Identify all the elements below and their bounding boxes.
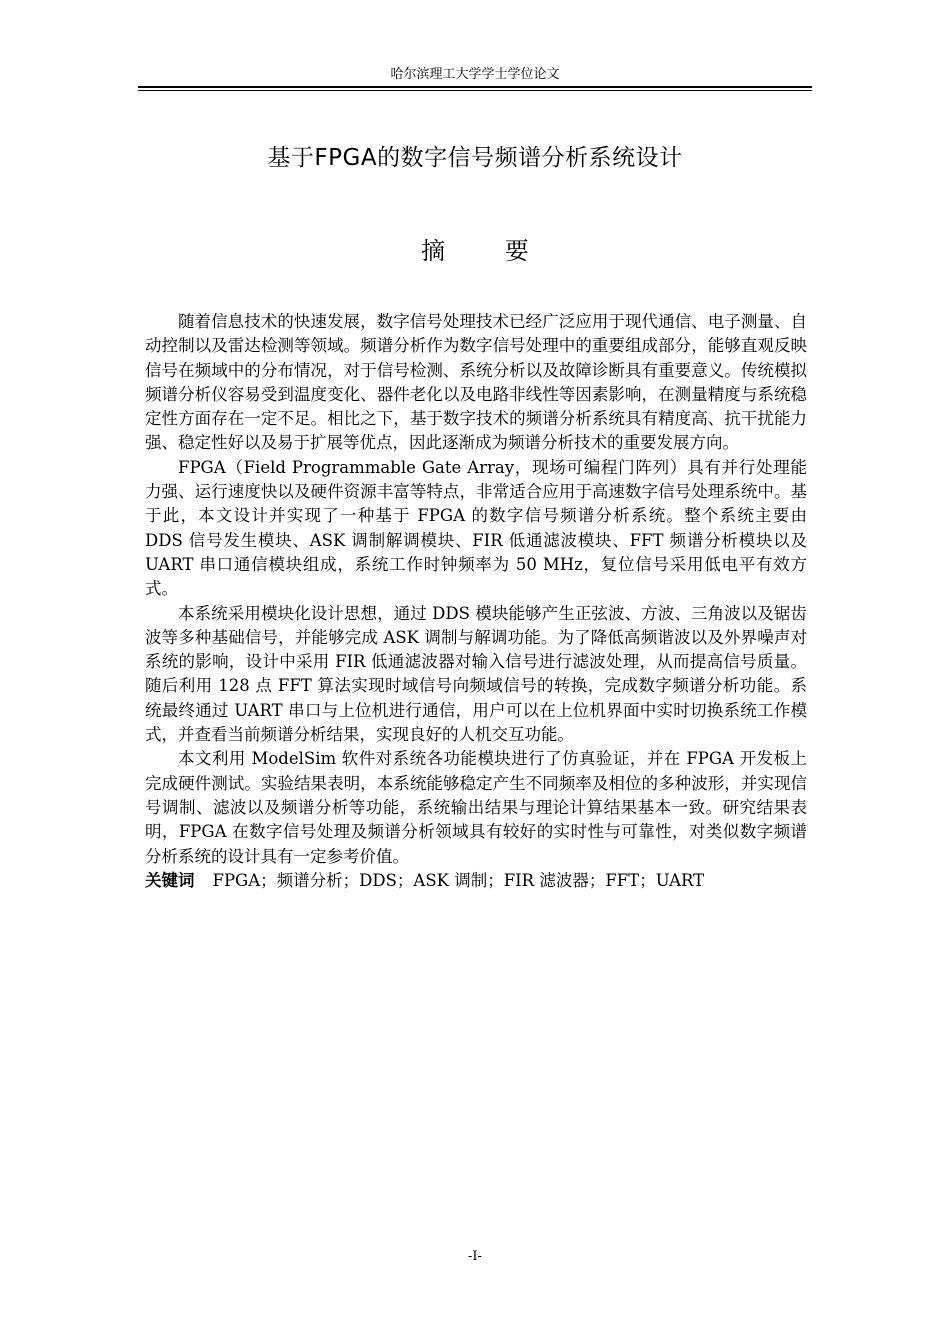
abstract-paragraph-2: FPGA（Field Programmable Gate Array，现场可编程门阵列）具有并行处理能力强、运行速度快以及硬件资源丰富等特点，非常适合应用于高速数字信号处理系统中。基于此，本文设计并实现了一种基于 FPGA 的数字信号频谱分析系统。整个系统主要由 DDS 信号发生模块、ASK 调制解调模块、FIR 低通滤波模块、FFT 频谱分析模块以及 UART 串口通信模块组成，系统工作时钟频率为 50 MHz，复位信号采用低电平有效方式。 (145, 457, 807, 599)
thesis-title: 基于FPGA的数字信号频谱分析系统设计 (267, 145, 683, 171)
abstract-paragraph-4: 本文利用 ModelSim 软件对系统各功能模块进行了仿真验证，并在 FPGA 开发板上完成硬件测试。实验结果表明，本系统能够稳定产生不同频率及相位的多种波形，并实现信号调制、滤波以及频谱分析等功能，系统输出结果与理论计算结果基本一致。研究结果表明，FPGA 在数字信号处理及频谱分析领域具有较好的实时性与可靠性，对类似数字频谱分析系统的设计具有一定参考价值。 (145, 749, 807, 866)
abstract-paragraph-3: 本系统采用模块化设计思想，通过 DDS 模块能够产生正弦波、方波、三角波以及锯齿波等多种基础信号，并能够完成 ASK 调制与解调功能。为了降低高频谐波以及外界噪声对系统的影响，设计中采用 FIR 低通滤波器对输入信号进行滤波处理，从而提高信号质量。随后利用 128 点 FFT 算法实现时域信号向频域信号的转换，完成数字频谱分析功能。系统最终通过 UART 串口与上位机进行通信，用户可以在上位机界面中实时切换系统工作模式，并查看当前频谱分析结果，实现良好的人机交互功能。 (145, 603, 807, 745)
running-header: 哈尔滨理工大学学士学位论文 (390, 67, 560, 82)
page-number: -I- (468, 1249, 482, 1264)
abstract-paragraph-1: 随着信息技术的快速发展，数字信号处理技术已经广泛应用于现代通信、电子测量、自动控制以及雷达检测等领域。频谱分析作为数字信号处理中的重要组成部分，能够直观反映信号在频域中的分布情况，对于信号检测、系统分析以及故障诊断具有重要意义。传统模拟频谱分析仪容易受到温度变化、器件老化以及电路非线性等因素影响，在测量精度与系统稳定性方面存在一定不足。相比之下，基于数字技术的频谱分析系统具有精度高、抗干扰能力强、稳定性好以及易于扩展等优点，因此逐渐成为频谱分析技术的重要发展方向。 (145, 312, 807, 453)
header-rule-thin (138, 90, 812, 91)
header-rule-thick (138, 86, 812, 88)
keywords-line (145, 869, 807, 893)
abstract-heading: 摘 要 (421, 237, 555, 265)
abstract-body (145, 310, 807, 893)
keywords-label: 关键词 (145, 870, 195, 890)
keywords-text: FPGA；频谱分析；DDS；ASK 调制；FIR 滤波器；FFT；UART (212, 870, 705, 890)
